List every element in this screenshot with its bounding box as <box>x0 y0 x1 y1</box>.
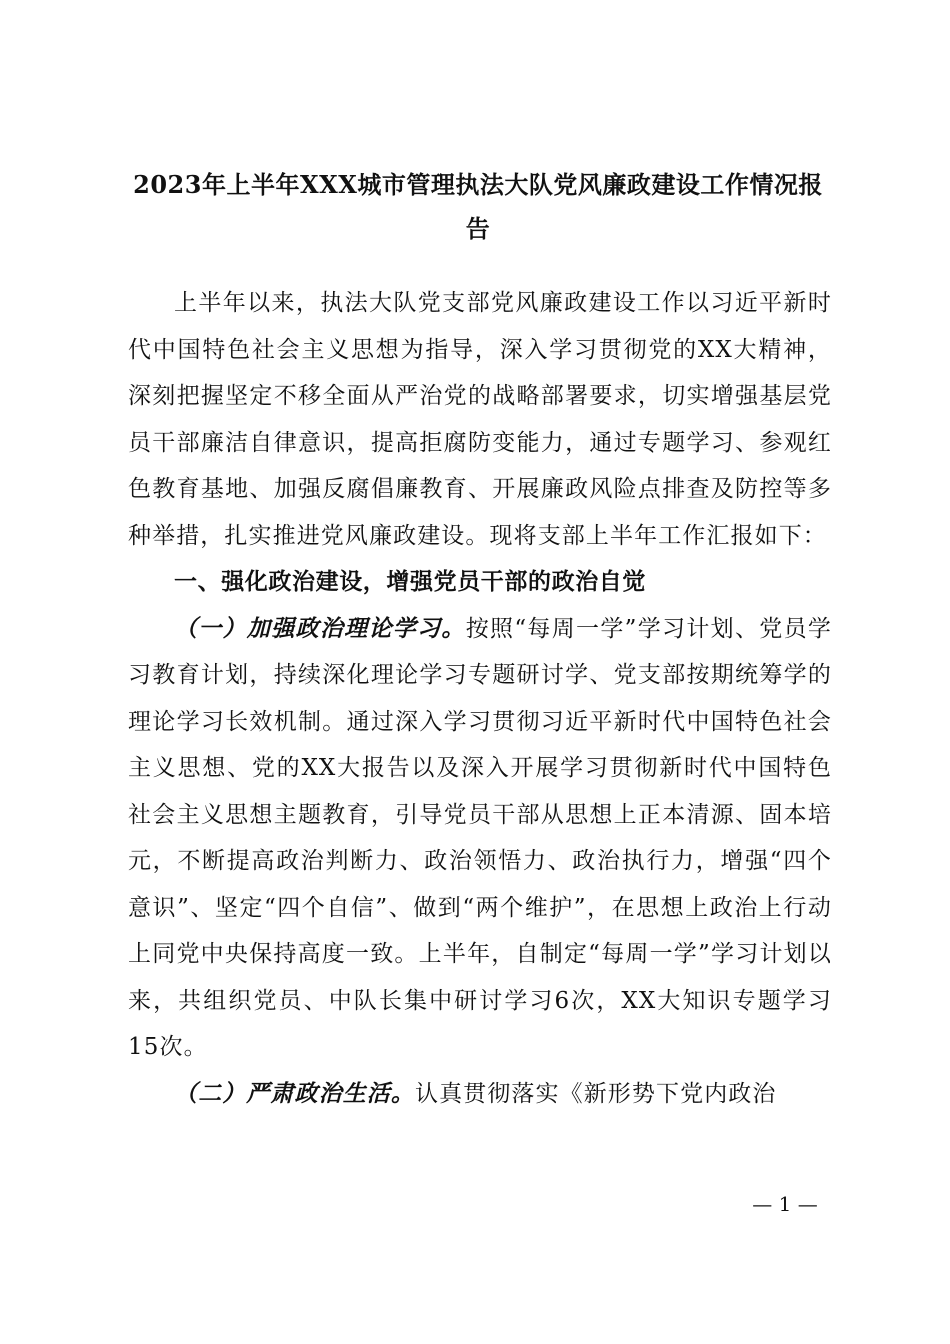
intro-paragraph: 上半年以来，执法大队党支部党风廉政建设工作以习近平新时代中国特色社会主义思想为指导，深入学习贯彻党的XX大精神，深刻把握坚定不移全面从严治党的战略部署要求，切实增强基层党员干部廉洁自律意识，提高拒腐防变能力，通过专题学习、参观红色教育基地、加强反腐倡廉教育、开展廉政风险点排查及防控等多种举措，扎实推进党风廉政建设。现将支部上半年工作汇报如下： <box>128 290 832 549</box>
item-lead-2: （二）严肃政治生活。 <box>174 1079 415 1107</box>
item-body-2: 认真贯彻落实《新形势下党内政治 <box>415 1080 777 1107</box>
page-number: — 1 — <box>752 1192 818 1216</box>
item-lead-1: （一）加强政治理论学习。 <box>174 614 466 642</box>
item-paragraph-2 <box>128 1071 832 1118</box>
item-paragraph-1 <box>128 606 832 1071</box>
document-body <box>128 280 832 1117</box>
section-heading: 一、强化政治建设，增强党员干部的政治自觉 <box>174 569 646 595</box>
document-title: 2023年上半年XXX城市管理执法大队党风廉政建设工作情况报告 <box>133 170 823 243</box>
item-body-1: 按照“每周一学”学习计划、党员学习教育计划，持续深化理论学习专题研讨学、党支部按期统筹学的理论学习长效机制。通过深入学习贯彻习近平新时代中国特色社会主义思想、党的XX大报告以及深入开展学习贯彻新时代中国特色社会主义思想主题教育，引导党员干部从思想上正本清源、固本培元，不断提高政治判断力、政治领悟力、政治执行力，增强“四个意识”、坚定“四个自信”、做到“两个维护”，在思想上政治上行动上同党中央保持高度一致。上半年，自制定“每周一学”学习计划以来，共组织党员、中队长集中研讨学习6次，XX大知识专题学习15次。 <box>128 615 833 1060</box>
